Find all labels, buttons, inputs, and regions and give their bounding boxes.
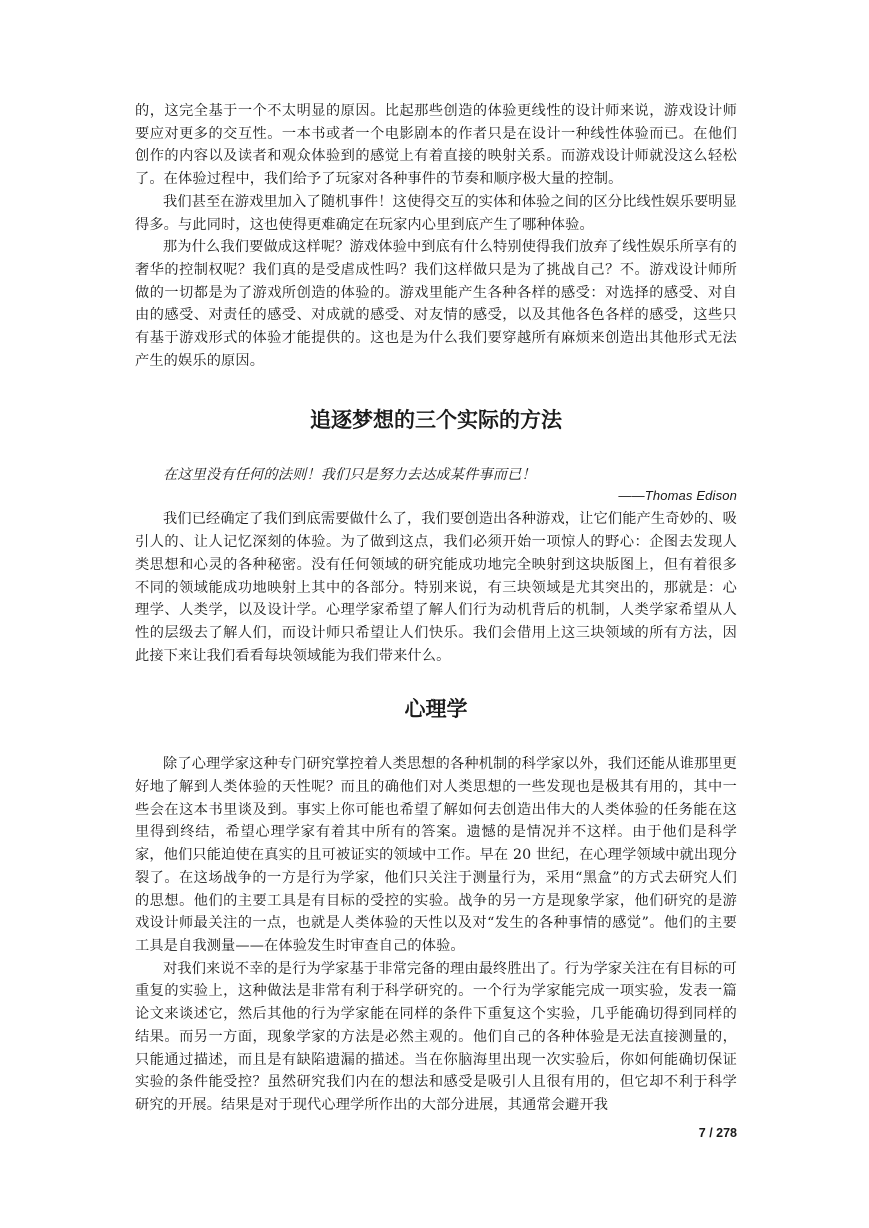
section-heading: 追逐梦想的三个实际的方法 <box>310 408 562 433</box>
epigraph-attribution: ——Thomas Edison <box>618 488 737 504</box>
body-paragraph: 那为什么我们要做成这样呢？游戏体验中到底有什么特别使得我们放弃了线性娱乐所享有的奢华的控制权呢？我们真的是受虐成性吗？我们这样做只是为了挑战自己？不。游戏设计师所做的一切都是为了游戏所创造的体验的。游戏里能产生各种各样的感受：对选择的感受、对自由的感受、对责任的感受、对成就的感受、对友情的感受，以及其他各色各样的感受，这些只有基于游戏形式的体验才能提供的。这也是为什么我们要穿越所有麻烦来创造出其他形式无法产生的娱乐的原因。 <box>135 239 737 369</box>
body-paragraph: 对我们来说不幸的是行为学家基于非常完备的理由最终胜出了。行为学家关注在有目标的可重复的实验上，这种做法是非常有利于科学研究的。一个行为学家能完成一项实验，发表一篇论文来谈述它，然后其他的行为学家能在同样的条件下重复这个实验，几乎能确切得到同样的结果。而另一方面，现象学家的方法是必然主观的。他们自己的各种体验是无法直接测量的，只能通过描述，而且是有缺陷遗漏的描述。当在你脑海里出现一次实验后，你如何能确切保证实验的条件能受控？虽然研究我们内在的想法和感受是吸引人且很有用的，但它却不利于科学研究的开展。结果是对于现代心理学所作出的大部分进展，其通常会避开我 <box>135 960 737 1113</box>
page-number: 7 / 278 <box>698 1126 737 1140</box>
body-paragraph: 我们甚至在游戏里加入了随机事件！这使得交互的实体和体验之间的区分比线性娱乐要明显得多。与此同时，这也使得更难确定在玩家内心里到底产生了哪种体验。 <box>135 193 737 233</box>
body-paragraph: 的，这完全基于一个不太明显的原因。比起那些创造的体验更线性的设计师来说，游戏设计师要应对更多的交互性。一本书或者一个电影剧本的作者只是在设计一种线性体验而已。在他们创作的内容以及读者和观众体验到的感觉上有着直接的映射关系。而游戏设计师就没这么轻松了。在体验过程中，我们给予了玩家对各种事件的节奏和顺序极大量的控制。 <box>135 103 737 188</box>
section-heading: 心理学 <box>404 697 468 722</box>
page-content <box>135 100 737 1117</box>
body-paragraph: 我们已经确定了我们到底需要做什么了，我们要创造出各种游戏，让它们能产生奇妙的、吸引人的、让人记忆深刻的体验。为了做到这点，我们必须开始一项惊人的野心：企图去发现人类思想和心灵的各种秘密。没有任何领域的研究能成功地完全映射到这块版图上，但有着很多不同的领域能成功地映射上其中的各部分。特别来说，有三块领域是尤其突出的，那就是：心理学、人类学，以及设计学。心理学家希望了解人们行为动机背后的机制，人类学家希望从人性的层级去了解人们，而设计师只希望让人们快乐。我们会借用上这三块领域的所有方法，因此接下来让我们看看每块领域能为我们带来什么。 <box>135 511 737 664</box>
body-paragraph: 除了心理学家这种专门研究掌控着人类思想的各种机制的科学家以外，我们还能从谁那里更好地了解到人类体验的天性呢？而且的确他们对人类思想的一些发现也是极其有用的，其中一些会在这本书里谈及到。事实上你可能也希望了解如何去创造出伟大的人类体验的任务能在这里得到终结，希望心理学家有着其中所有的答案。遗憾的是情况并不这样。由于他们是科学家，他们只能迫使在真实的且可被证实的领域中工作。早在 20 世纪，在心理学领域中就出现分裂了。在这场战争的一方是行为学家，他们只关注于测量行为，采用“黑盒”的方式去研究人们的思想。他们的主要工具是有目标的受控的实验。战争的另一方是现象学家，他们研究的是游戏设计师最关注的一点，也就是人类体验的天性以及对“发生的各种事情的感觉”。他们的主要工具是自我测量——在体验发生时审查自己的体验。 <box>135 756 737 954</box>
epigraph-quote: 在这里没有任何的法则！我们只是努力去达成某件事而已！ <box>163 467 536 484</box>
